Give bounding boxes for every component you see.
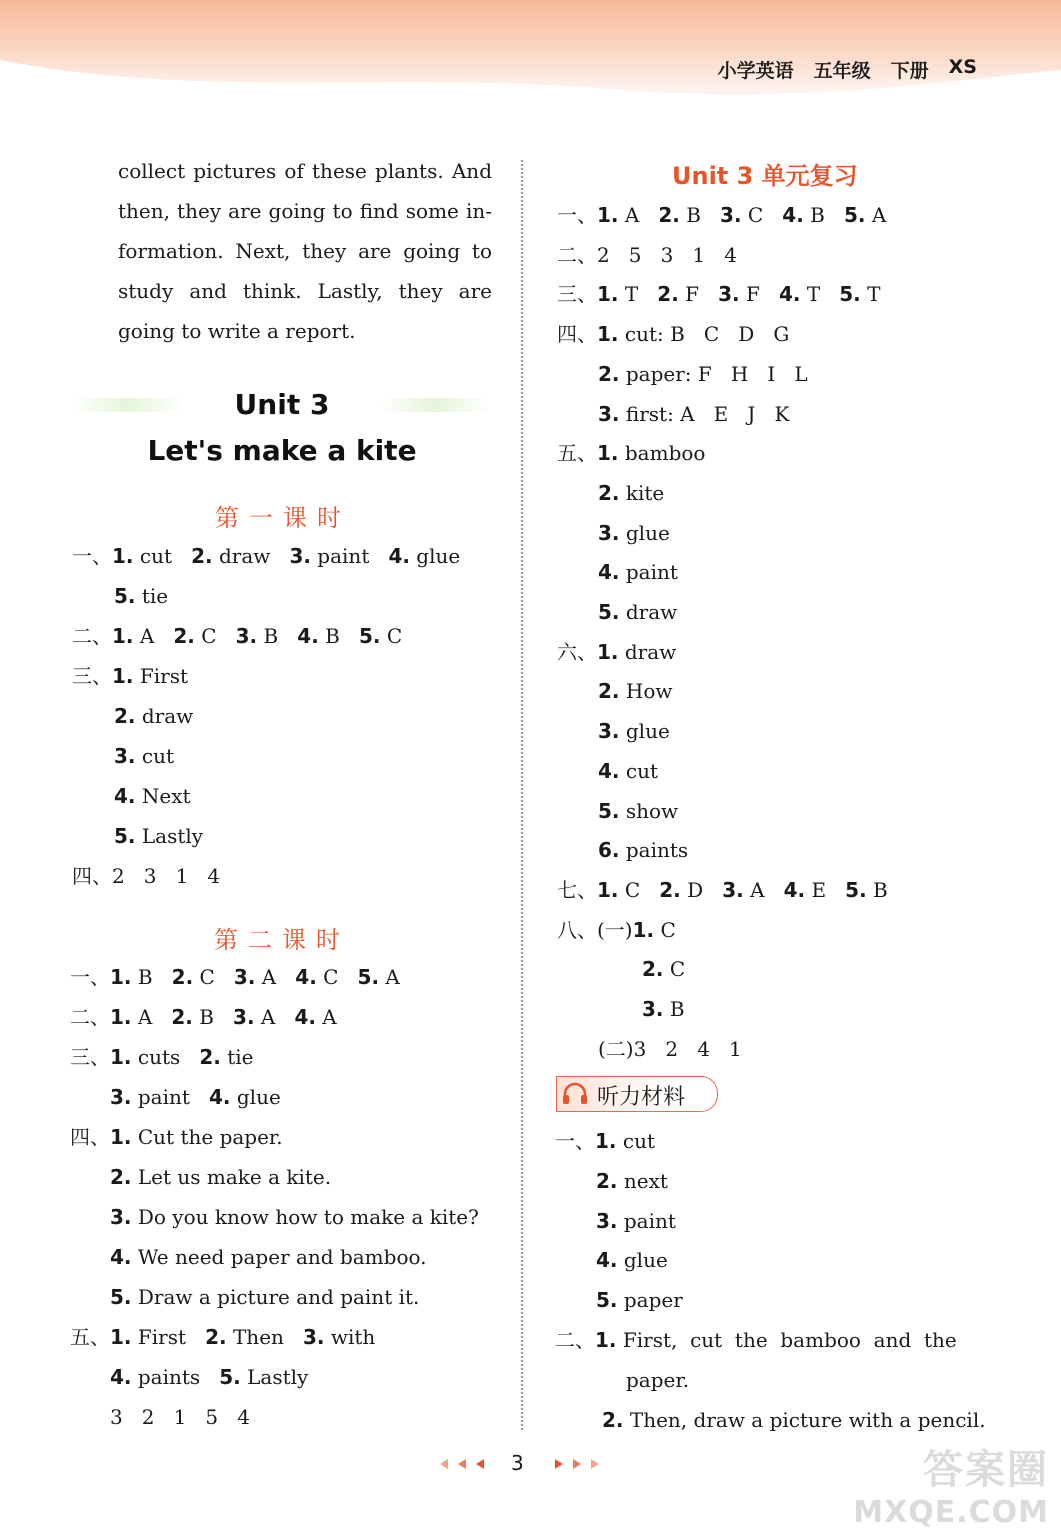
listening-material-label: 听力材料 xyxy=(597,1085,686,1110)
answer-line xyxy=(70,1124,283,1150)
answer-number: 1. xyxy=(597,877,619,902)
answer-number: 5. xyxy=(114,584,136,608)
answer-line xyxy=(114,783,191,809)
answer-section-marker: 八、 xyxy=(557,917,597,942)
answer-number: 1. xyxy=(597,322,619,347)
answer-number: 4. xyxy=(598,560,620,585)
answer-line xyxy=(596,1208,676,1234)
answer-section-marker: 二、 xyxy=(555,1328,595,1352)
answer-text: paints xyxy=(131,1365,220,1389)
answer-text: cut xyxy=(135,744,174,768)
answer-line xyxy=(598,678,672,704)
answer-text: Next xyxy=(135,784,191,808)
answer-section-marker: 四、 xyxy=(70,1125,110,1149)
answer-text: paint xyxy=(617,1208,676,1233)
answer-text: draw xyxy=(618,639,677,664)
answer-number: 4. xyxy=(297,624,319,648)
watermark xyxy=(853,1438,1049,1530)
answer-section-marker: 一、 xyxy=(72,544,112,568)
answer-line xyxy=(557,242,737,268)
answer-text: paper. xyxy=(626,1367,690,1392)
answer-number: 3. xyxy=(642,997,664,1021)
answer-number: 3. xyxy=(302,1325,325,1349)
header-subject: 小学英语 xyxy=(717,60,794,82)
answer-line xyxy=(596,1168,668,1194)
header-volume: 下册 xyxy=(890,60,929,82)
answer-number: 2. xyxy=(598,480,620,505)
page-number: 3 xyxy=(511,1451,524,1475)
answer-line xyxy=(110,1164,331,1190)
answer-text: C xyxy=(663,957,686,982)
answer-line xyxy=(70,1004,337,1030)
answer-text: paint xyxy=(310,544,389,568)
answer-number: 5. xyxy=(843,203,866,227)
answer-number: 3. xyxy=(718,282,740,307)
answer-number: 2. xyxy=(171,965,194,989)
answer-text: cut xyxy=(616,1129,655,1153)
answer-text: C xyxy=(654,917,676,942)
answer-number: 1. xyxy=(110,965,132,989)
answer-number: 4. xyxy=(783,877,806,902)
answer-number: 3. xyxy=(598,520,620,545)
header-edition: XS xyxy=(948,56,977,78)
answer-text: B xyxy=(663,997,685,1021)
answer-text: B xyxy=(257,624,298,648)
answer-number: 4. xyxy=(778,282,801,307)
answer-line xyxy=(598,480,664,506)
answer-number: 3. xyxy=(598,719,620,744)
answer-text: T xyxy=(860,282,881,307)
answer-number: 6. xyxy=(598,838,620,863)
answer-number: 3. xyxy=(114,744,136,768)
answer-number: 1. xyxy=(597,441,619,466)
watermark-url: MXQE.COM xyxy=(853,1495,1049,1530)
answer-text: bamboo xyxy=(618,441,706,466)
answer-line xyxy=(598,1036,742,1062)
answer-text: cuts xyxy=(131,1045,200,1069)
answer-text: A xyxy=(865,203,887,227)
answer-number: 1. xyxy=(597,639,619,664)
answer-text: A xyxy=(379,965,400,989)
answer-line xyxy=(555,1128,655,1154)
answer-line xyxy=(70,1044,253,1070)
answer-text: First xyxy=(131,1325,206,1349)
answer-text: A xyxy=(743,877,784,902)
answer-number: 4. xyxy=(295,965,317,989)
answer-text: F xyxy=(739,282,779,307)
answer-section-marker: 五、 xyxy=(557,441,597,466)
answer-text: with xyxy=(324,1325,376,1349)
answer-line xyxy=(557,440,705,466)
answer-number: 4. xyxy=(782,203,804,227)
answer-text: paper: F H I L xyxy=(619,361,808,386)
answer-line xyxy=(626,1367,689,1393)
answer-number: 3. xyxy=(110,1205,132,1229)
column-divider xyxy=(521,160,523,1430)
answer-line xyxy=(642,996,685,1022)
answer-number: 1. xyxy=(595,1129,617,1153)
unit-title: Unit 3 xyxy=(234,388,330,421)
answer-number: 4. xyxy=(110,1245,132,1269)
answer-number: 2. xyxy=(659,877,681,902)
answer-line xyxy=(72,543,460,569)
answer-number: 3. xyxy=(233,965,256,989)
answer-text: C xyxy=(741,203,783,227)
answer-line xyxy=(557,281,880,307)
answer-text: T xyxy=(800,282,840,307)
answer-number: 5. xyxy=(219,1365,241,1389)
answer-number: 3. xyxy=(110,1085,132,1109)
answer-text: We need paper and bamboo. xyxy=(131,1245,427,1269)
answer-number: 2. xyxy=(596,1168,618,1193)
answer-text: Then, draw a picture with a pencil. xyxy=(623,1407,986,1432)
answer-number: 3. xyxy=(720,203,742,227)
answer-text: C xyxy=(618,877,660,902)
answer-text: C xyxy=(194,624,236,648)
answer-text: A xyxy=(254,1005,295,1029)
answer-section-marker: 三、 xyxy=(72,664,112,688)
answer-number: 1. xyxy=(112,544,134,568)
answer-text: paint xyxy=(619,560,678,585)
headphones-icon xyxy=(561,1082,589,1106)
answer-line xyxy=(598,758,658,784)
answer-text: A xyxy=(618,203,659,227)
answer-text: A xyxy=(133,624,174,648)
paragraph-line: then, they are going to find some in- xyxy=(118,199,492,223)
answer-number: 5. xyxy=(110,1285,132,1309)
answer-text: C xyxy=(193,965,234,989)
answer-section-marker: 三、 xyxy=(70,1045,110,1069)
answer-text: A xyxy=(131,1005,172,1029)
answer-text: T xyxy=(618,282,658,307)
answer-section-marker: 二、 xyxy=(70,1005,110,1029)
answer-line xyxy=(602,1407,986,1433)
answer-text: kite xyxy=(619,480,665,505)
answer-number: 3. xyxy=(598,401,620,426)
answer-number: 2. xyxy=(642,957,664,982)
unit-review-title: Unit 3 单元复习 xyxy=(672,162,858,190)
answer-text: (二)3 2 4 1 xyxy=(598,1036,742,1061)
answer-number: 2. xyxy=(598,679,620,704)
answer-line xyxy=(114,583,168,609)
answer-number: 3. xyxy=(289,544,311,568)
answer-number: 2. xyxy=(110,1165,132,1189)
answer-number: 4. xyxy=(598,758,620,783)
answer-text: cut xyxy=(133,544,192,568)
answer-line xyxy=(114,703,193,729)
answer-number: 1. xyxy=(110,1045,132,1069)
answer-text: Lastly xyxy=(240,1365,309,1389)
paragraph-line: study and think. Lastly, they are xyxy=(118,279,492,303)
paragraph-line: collect pictures of these plants. And xyxy=(118,159,492,183)
answer-section-marker: 五、 xyxy=(70,1325,110,1349)
answer-line xyxy=(598,559,678,585)
answer-text: draw xyxy=(619,600,678,624)
answer-text: B xyxy=(679,203,721,227)
answer-line xyxy=(114,823,203,849)
answer-text: A xyxy=(255,965,296,989)
paragraph-line: formation. Next, they are going to xyxy=(118,239,492,263)
answer-number: 4. xyxy=(110,1365,132,1389)
answer-line xyxy=(110,1404,250,1430)
answer-line xyxy=(557,877,888,903)
answer-number: 2. xyxy=(191,544,213,568)
lesson-2-heading: 第二课时 xyxy=(214,926,350,954)
answer-number: 4. xyxy=(114,784,136,808)
answer-number: 1. xyxy=(597,203,619,227)
answer-text: B xyxy=(866,877,888,902)
answer-number: 4. xyxy=(596,1248,618,1273)
answer-section-marker: 六、 xyxy=(557,639,597,664)
answer-text: B xyxy=(803,203,844,227)
answer-section-marker: 四、 xyxy=(72,864,112,888)
answer-text: glue xyxy=(619,719,670,744)
answer-line xyxy=(555,1327,957,1353)
answer-text: C xyxy=(316,965,358,989)
answer-section-marker: 一、 xyxy=(70,965,110,989)
answer-text: B xyxy=(192,1005,234,1029)
answer-text: (一) xyxy=(597,917,633,942)
answer-text: next xyxy=(617,1168,668,1193)
answer-line xyxy=(598,837,688,863)
answer-number: 2. xyxy=(173,624,195,648)
answer-number: 3. xyxy=(722,877,744,902)
answer-line xyxy=(596,1287,683,1313)
answer-number: 2. xyxy=(657,282,679,307)
next-arrows-icon xyxy=(555,1457,607,1471)
answer-number: 5. xyxy=(358,624,381,648)
answer-number: 4. xyxy=(388,544,410,568)
listening-material-badge xyxy=(556,1076,718,1112)
answer-number: 5. xyxy=(598,798,620,823)
answer-number: 1. xyxy=(110,1325,132,1349)
watermark-logo-text: 答案圈 xyxy=(923,1447,1049,1493)
answer-section-marker: 二、 xyxy=(557,242,597,267)
answer-number: 5. xyxy=(357,965,380,989)
answer-number: 5. xyxy=(114,824,136,848)
answer-line xyxy=(72,863,220,889)
answer-number: 2. xyxy=(114,704,136,728)
answer-number: 5. xyxy=(839,282,861,307)
answer-number: 3. xyxy=(235,624,258,648)
answer-text: glue xyxy=(230,1085,281,1109)
paragraph-line: going to write a report. xyxy=(118,319,356,343)
answer-number: 2. xyxy=(598,361,620,386)
lesson-1-heading: 第一课时 xyxy=(215,504,351,532)
answer-text: D xyxy=(680,877,723,902)
answer-line xyxy=(557,202,886,228)
answer-text: paper xyxy=(617,1288,683,1313)
answer-text: paints xyxy=(619,838,689,863)
answer-line xyxy=(110,1084,281,1110)
answer-text: A xyxy=(315,1005,337,1029)
answer-text: 2 5 3 1 4 xyxy=(597,242,737,267)
answer-line xyxy=(110,1244,427,1270)
answer-line xyxy=(642,956,685,982)
answer-line xyxy=(114,743,174,769)
answer-section-marker: 二、 xyxy=(72,624,112,648)
answer-number: 1. xyxy=(112,664,134,688)
answer-number: 1. xyxy=(112,624,134,648)
answer-line xyxy=(557,321,789,347)
answer-text: Lastly xyxy=(135,824,204,848)
answer-line xyxy=(598,520,670,546)
answer-text: B xyxy=(131,965,172,989)
answer-text: glue xyxy=(617,1248,668,1273)
answer-number: 1. xyxy=(632,917,655,942)
answer-line xyxy=(110,1364,308,1390)
answer-number: 1. xyxy=(110,1005,132,1029)
answer-text: F xyxy=(678,282,719,307)
answer-text: B xyxy=(318,624,359,648)
answer-text: 3 2 1 5 4 xyxy=(110,1405,250,1429)
answer-line xyxy=(110,1284,419,1310)
answer-text: tie xyxy=(135,584,169,608)
answer-number: 5. xyxy=(845,877,867,902)
prev-arrows-icon xyxy=(440,1457,492,1471)
answer-line xyxy=(110,1204,479,1230)
answer-number: 5. xyxy=(598,600,620,624)
answer-number: 2. xyxy=(205,1325,227,1349)
page-header xyxy=(718,56,977,83)
answer-text: first: A E J K xyxy=(619,401,790,426)
answer-text: E xyxy=(805,877,846,902)
answer-text: Let us make a kite. xyxy=(131,1165,332,1189)
answer-number: 3. xyxy=(596,1208,618,1233)
answer-number: 1. xyxy=(595,1328,617,1352)
answer-line xyxy=(598,361,808,387)
answer-text: draw xyxy=(135,704,194,728)
answer-line xyxy=(70,964,400,990)
answer-number: 1. xyxy=(597,282,619,307)
answer-text: How xyxy=(619,679,673,704)
answer-line xyxy=(72,623,402,649)
unit-subtitle: Let's make a kite xyxy=(147,434,417,467)
answer-line xyxy=(596,1247,668,1273)
answer-section-marker: 一、 xyxy=(557,203,597,227)
answer-number: 2. xyxy=(602,1407,624,1432)
answer-text: Do you know how to make a kite? xyxy=(131,1205,479,1229)
answer-text: paint xyxy=(131,1085,209,1109)
answer-number: 2. xyxy=(658,203,680,227)
answer-number: 5. xyxy=(596,1288,618,1313)
answer-text: 2 3 1 4 xyxy=(112,864,221,888)
answer-line xyxy=(598,718,670,744)
answer-section-marker: 三、 xyxy=(557,282,597,307)
answer-number: 4. xyxy=(209,1085,231,1109)
answer-section-marker: 一、 xyxy=(555,1129,595,1153)
answer-text: cut: B C D G xyxy=(618,322,790,347)
header-grade: 五年级 xyxy=(813,60,871,82)
answer-text: tie xyxy=(220,1045,254,1069)
answer-section-marker: 七、 xyxy=(557,877,597,902)
answer-number: 4. xyxy=(294,1005,316,1029)
answer-text: draw xyxy=(212,544,290,568)
answer-line xyxy=(557,917,676,943)
answer-text: glue xyxy=(409,544,461,568)
answer-text: First, cut the bamboo and the xyxy=(616,1328,957,1352)
answer-text: Cut the paper. xyxy=(131,1125,283,1149)
answer-text: cut xyxy=(619,758,658,783)
answer-number: 3. xyxy=(233,1005,255,1029)
answer-number: 2. xyxy=(199,1045,221,1069)
answer-text: glue xyxy=(619,520,670,545)
answer-section-marker: 四、 xyxy=(557,322,597,347)
answer-line xyxy=(598,599,677,625)
answer-text: Draw a picture and paint it. xyxy=(131,1285,420,1309)
answer-text: Then xyxy=(226,1325,303,1349)
answer-text: show xyxy=(619,798,679,823)
answer-line xyxy=(557,639,676,665)
answer-line xyxy=(598,798,678,824)
answer-text: C xyxy=(380,624,403,648)
answer-number: 1. xyxy=(110,1125,132,1149)
answer-number: 2. xyxy=(171,1005,193,1029)
answer-line xyxy=(70,1324,375,1350)
answer-text: First xyxy=(133,664,189,688)
answer-line xyxy=(598,401,789,427)
answer-line xyxy=(72,663,188,689)
